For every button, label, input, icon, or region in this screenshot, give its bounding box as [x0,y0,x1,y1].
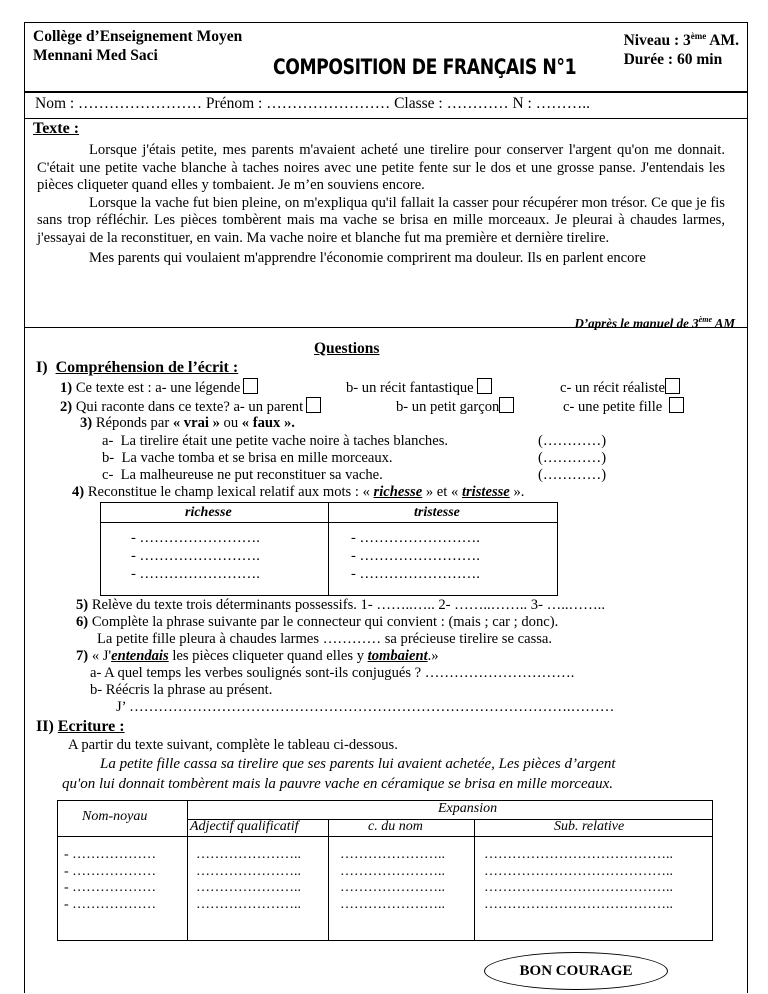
checkbox-recit-realiste[interactable] [665,378,680,394]
header-adjectif: Adjectif qualificatif [190,819,299,834]
divider [328,819,329,940]
question-3-item-b: b- La vache tomba et se brisa en mille morceaux. [102,450,393,466]
question-7b: b- Réécris la phrase au présent. [90,682,273,698]
school-line-1: Collège d’Enseignement Moyen [33,28,243,45]
checkbox-petit-garcon[interactable] [499,397,514,413]
sub-relative-blanks[interactable]: ………………………………….. ………………………………….. ………………………………….. ………………………………….. [484,847,673,912]
question-3-answer-b[interactable]: (…………) [538,450,607,466]
question-3: 3) Réponds par « vrai » ou « faux ». [80,415,295,431]
level-block [624,27,739,69]
questions-title: Questions [314,340,380,357]
checkbox-legende[interactable] [243,378,258,394]
complement-du-nom-blanks[interactable]: ………………….. ………………….. ………………….. ………………….. [340,847,445,912]
question-3-answer-c[interactable]: (…………) [538,467,607,483]
text-source: D’après le manuel de 3ème AM [574,315,735,331]
checkbox-recit-fantastique[interactable] [477,378,492,394]
checkbox-petite-fille[interactable] [669,397,684,413]
divider [25,118,747,119]
paragraph-1: Lorsque j'étais petite, mes parents m'avaient acheté une tirelire pour conserver l'argent qu'on me donnait. C'était une petite vache blanche à taches noires avec une petite fente sur le dos et une grosse panse. J'entendais les pièces cliqueter quand elles y tombaient. Je m’en souviens encore. [37,142,725,193]
header-complement-du-nom: c. du nom [368,819,423,834]
text-box [24,92,748,329]
divider [187,801,188,940]
question-5: 5) Relève du texte trois déterminants possessifs. 1- ……..….. 2- ……..…….. 3- …..…….. [76,597,605,613]
section-comprehension: I) Compréhension de l’écrit : [36,359,239,376]
question-6-sentence: La petite fille pleura à chaudes larmes ………… sa précieuse tirelire se cassa. [97,631,553,647]
question-2: 2) Qui raconte dans ce texte? a- un parent [60,397,321,416]
adjectif-blanks[interactable]: ………………….. ………………….. ………………….. ………………….. [196,847,301,912]
question-6: 6) Complète la phrase suivante par le connecteur qui convient : (mais ; car ; donc). [76,614,559,630]
question-2-option-b: b- un petit garçon [396,397,514,416]
page-title: COMPOSITION DE FRANÇAIS N°1 [273,55,577,79]
question-3-answer-a[interactable]: (…………) [538,433,607,449]
divider [328,503,329,595]
level-label: Niveau : 3ème AM. [623,31,739,50]
richesse-blank-3[interactable]: - ……………………. [131,566,260,582]
question-1-option-b: b- un récit fantastique [346,378,492,397]
header-nom-noyau: Nom-noyau [82,809,148,824]
section-ecriture: II) Ecriture : [36,718,125,735]
question-7: 7) « J'entendais les pièces cliqueter quand elles y tombaient.» [76,648,439,664]
richesse-blank-1[interactable]: - ……………………. [131,530,260,546]
text-paragraphs [37,142,725,268]
divider [101,522,557,523]
tristesse-blank-2[interactable]: - ……………………. [351,548,480,564]
quote-line-1: La petite fille cassa sa tirelire que ses parents lui avaient achetée, Les pièces d’argent [100,756,616,772]
header-expansion: Expansion [438,801,498,816]
column-tristesse: tristesse [414,505,460,520]
question-1: 1) Ce texte est : a- une légende [60,378,258,397]
question-2-option-c: c- une petite fille [563,397,684,416]
question-7a: a- A quel temps les verbes soulignés sont-ils conjugués ? …………………………. [90,665,575,681]
school-name [33,27,242,65]
richesse-blank-2[interactable]: - ……………………. [131,548,260,564]
text-label: Texte : [33,120,80,137]
ecriture-instruction: A partir du texte suivant, complète le tableau ci-dessous. [68,737,398,753]
duration-label: Durée : 60 min [623,51,723,69]
paragraph-2: Lorsque la vache fut bien pleine, on m'expliqua qu'il fallait la casser pour récupérer mon trésor. Ce que je fis sans trop réfléchir. Les pièces tombèrent mais ma vache se brisa en mille morceaux. Je pleurai à chaudes larmes, j'essayai de la reconstituer, en vain. Ma vache noire et blanche fut ma première et dernière tirelire. [37,194,725,246]
question-7c-answer-line[interactable]: J’ ……………………………………………………………………………….……… [116,699,615,715]
divider [474,819,475,940]
paragraph-3: Mes parents qui voulaient m'apprendre l'économie comprirent ma douleur. Ils en parlent encore [89,250,646,266]
tristesse-blank-3[interactable]: - ……………………. [351,566,480,582]
identity-line: Nom : …………………… Prénom : …………………… Classe : ………… N : ……….. [35,95,590,112]
checkbox-parent[interactable] [306,397,321,413]
nom-noyau-blanks[interactable]: - ……………… - ……………… - ……………… - ……………… [64,847,157,912]
school-line-2: Mennani Med Saci [33,47,158,64]
header-box [24,22,748,92]
question-3-item-c: c- La malheureuse ne put reconstituer sa vache. [102,467,383,483]
question-4: 4) Reconstitue le champ lexical relatif aux mots : « richesse » et « tristesse ». [72,484,525,500]
header-sub-relative: Sub. relative [554,819,625,834]
question-3-item-a: a- La tirelire était une petite vache noire à taches blanches. [102,433,449,449]
expansion-table [57,800,713,941]
quote-line-2: qu'on lui donnait tombèrent mais la pauvre vache en céramique se brisa en mille morceaux. [62,776,614,792]
divider [58,836,712,837]
column-richesse: richesse [185,505,232,520]
lexical-field-table [100,502,558,596]
question-1-option-c: c- un récit réaliste [560,378,680,397]
tristesse-blank-1[interactable]: - ……………………. [351,530,480,546]
bon-courage-badge: BON COURAGE [484,952,668,990]
